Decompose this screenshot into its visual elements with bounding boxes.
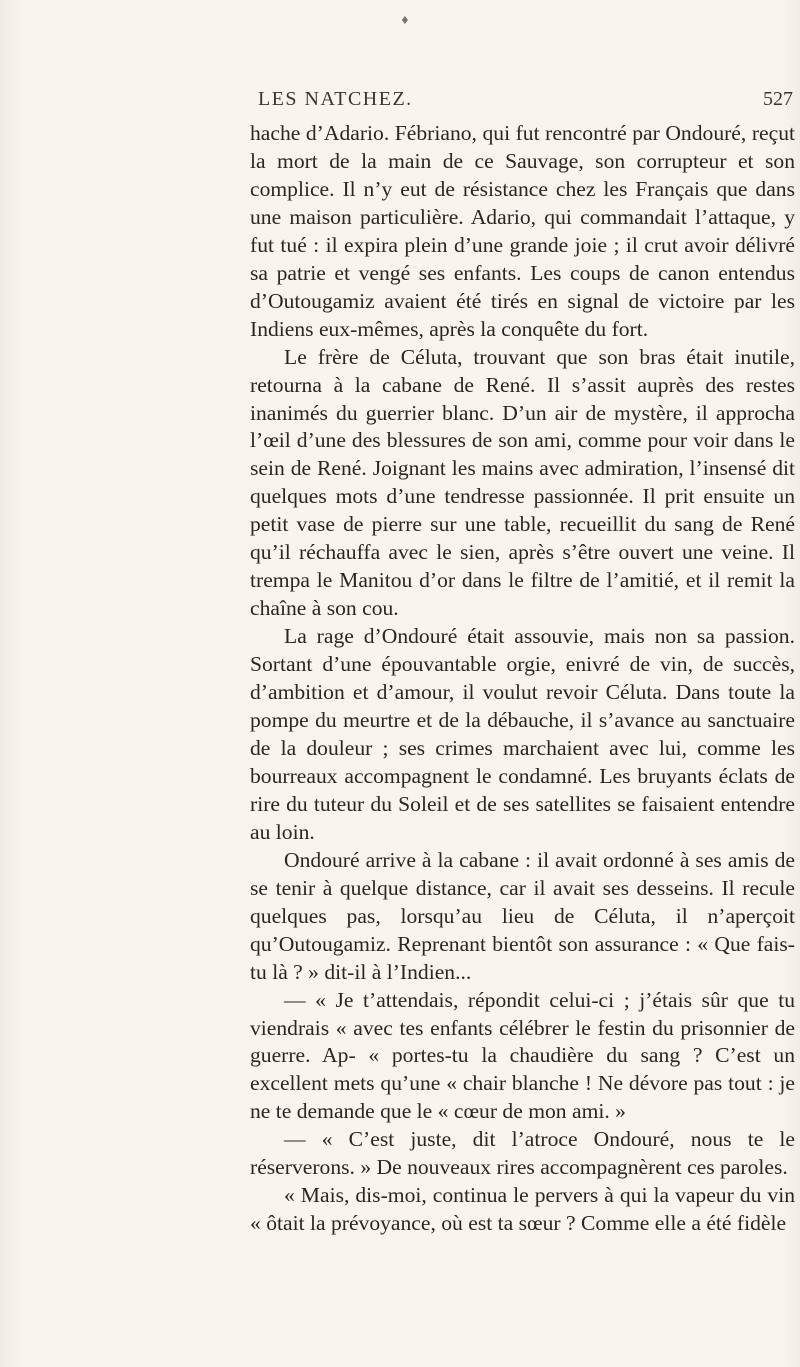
paragraph: La rage d’Ondouré était assouvie, mais non sa passion. Sortant d’une épouvantable orgie, enivré de vin, de succès, d’ambition et d’amour, il voulut revoir Céluta. Dans toute la pompe du meurtre et de la débauche, il s’avance au sanctuaire de la douleur ; ses crimes marchaient avec lui, comme les bourreaux accompagnent le condamné. Les bruyants éclats de rire du tuteur du Soleil et de ses satellites se faisaient entendre au loin. [250,624,795,844]
paragraph: — « Je t’attendais, répondit celui-ci ; j’étais sûr que tu viendrais « avec tes enfants célébrer le festin du prisonnier de guerre. Ap- « portes-tu la chaudière du sang ? C’est un excellent mets qu’une « chair blanche ! Ne dévore pas tout : je ne te demande que le « cœur de mon ami. » [250,987,795,1124]
paragraph: Ondouré arrive à la cabane : il avait ordonné à ses amis de se tenir à quelque distance, car il avait ses desseins. Il recule quelques pas, lorsqu’au lieu de Céluta, il n’aperçoit qu’Outougamiz. Reprenant bientôt son assurance : « Que fais-tu là ? » dit-il à l’Indien... [250,847,795,984]
paragraph: Le frère de Céluta, trouvant que son bras était inutile, retourna à la cabane de René. Il s’assit auprès des restes inanimés du guerrier blanc. D’un air de mystère, il approcha l’œil d’une des blessures de son ami, comme pour voir dans le sein de René. Joignant les mains avec admiration, l’insensé dit quelques mots d’une tendresse passionnée. Il prit ensuite un petit vase de pierre sur une table, recueillit du sang de René qu’il réchauffa avec le sien, après s’être ouvert une veine. Il trempa le Manitou d’or dans le filtre de l’amitié, et il remit la chaîne à son cou. [250,344,795,621]
paragraph: « Mais, dis-moi, continua le pervers à qui la vapeur du vin « ôtait la prévoyance, où est ta sœur ? Comme elle a été fidèle [250,1183,795,1236]
running-head: LES NATCHEZ. [258,88,413,110]
body-text [250,120,795,1238]
page-header [258,88,793,114]
page-number: 527 [763,88,793,110]
paragraph: — « C’est juste, dit l’atroce Ondouré, nous te le réserverons. » De nouveaux rires accompagnèrent ces paroles. [250,1127,795,1180]
paragraph: hache d’Adario. Fébriano, qui fut rencontré par Ondouré, reçut la mort de la main de ce Sauvage, son corrupteur et son complice. Il n’y eut de résistance chez les Français que dans une maison particulière. Adario, qui commandait l’attaque, y fut tué : il expira plein d’une grande joie ; il crut avoir délivré sa patrie et vengé ses enfants. Les coups de canon entendus d’Outougamiz avaient été tirés en signal de victoire par les Indiens eux-mêmes, après la conquête du fort. [250,121,795,341]
top-ornament: ♦ [400,14,410,27]
